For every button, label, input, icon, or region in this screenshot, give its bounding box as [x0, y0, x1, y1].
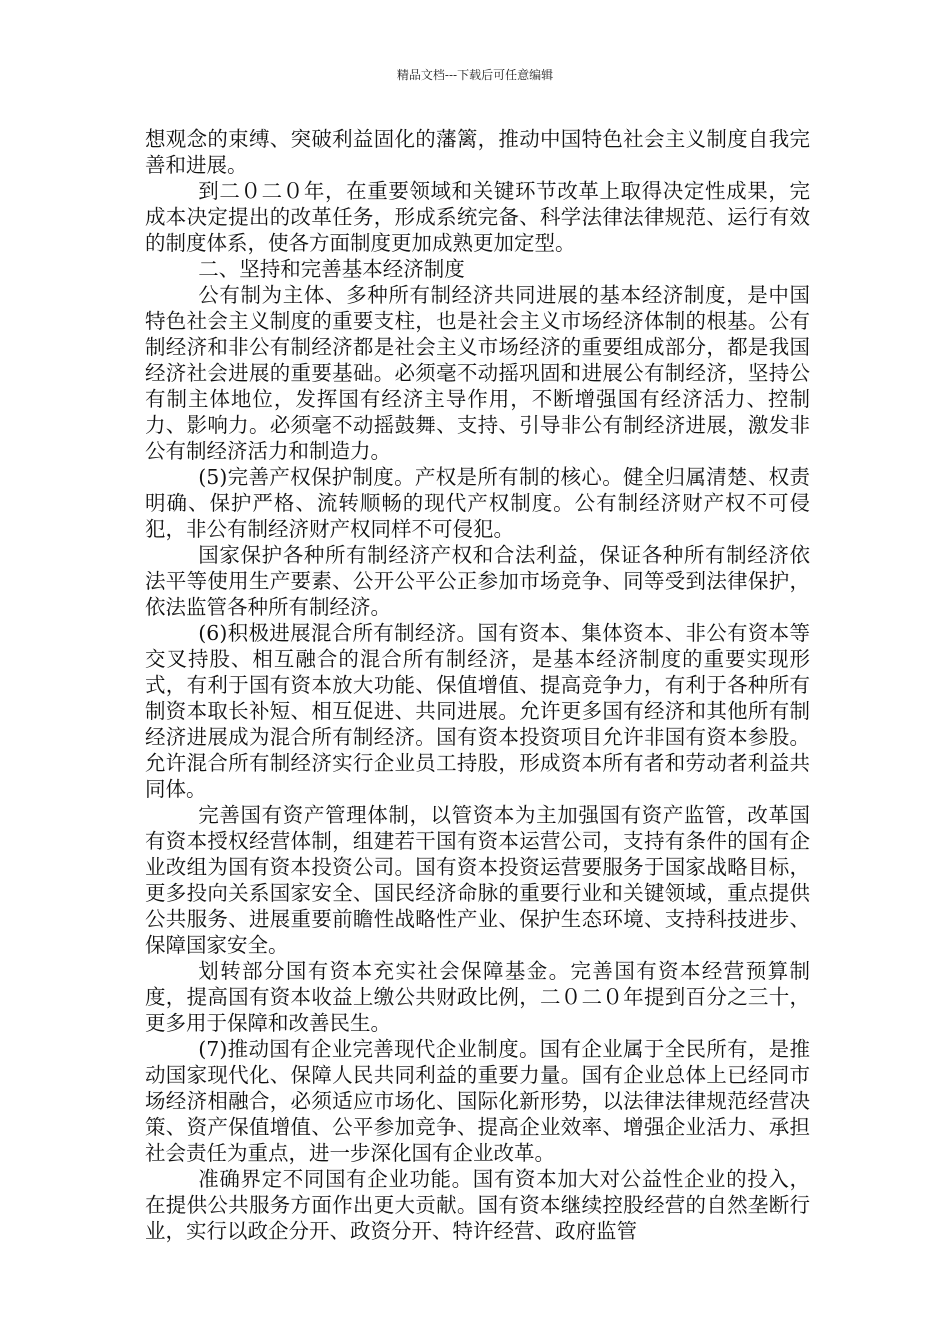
- paragraph: 划转部分国有资本充实社会保障基金。完善国有资本经营预算制度，提高国有资本收益上缴公共财政比例，二０二０年提到百分之三十，更多用于保障和改善民生。: [145, 959, 810, 1035]
- page-header: 精品文档---下载后可任意编辑: [396, 68, 554, 82]
- paragraph: 想观念的束缚、突破利益固化的藩篱，推动中国特色社会主义制度自我完善和进展。: [145, 127, 810, 177]
- paragraph: (5)完善产权保护制度。产权是所有制的核心。健全归属清楚、权责明确、保护严格、流转顺畅的现代产权制度。公有制经济财产权不可侵犯，非公有制经济财产权同样不可侵犯。: [145, 465, 810, 541]
- paragraph: 准确界定不同国有企业功能。国有资本加大对公益性企业的投入，在提供公共服务方面作出更大贡献。国有资本继续控股经营的自然垄断行业，实行以政企分开、政资分开、特许经营、政府监管: [145, 1167, 810, 1243]
- paragraph: 到二０二０年，在重要领域和关键环节改革上取得决定性成果，完成本决定提出的改革任务，形成系统完备、科学法律法律规范、运行有效的制度体系，使各方面制度更加成熟更加定型。: [145, 179, 810, 255]
- paragraph: (7)推动国有企业完善现代企业制度。国有企业属于全民所有，是推动国家现代化、保障人民共同利益的重要力量。国有企业总体上已经同市场经济相融合，必须适应市场化、国际化新形势，以法律法律规范经营决策、资产保值增值、公平参加竞争、提高企业效率、增强企业活力、承担社会责任为重点，进一步深化国有企业改革。: [145, 1037, 810, 1165]
- paragraph: 完善国有资产管理体制，以管资本为主加强国有资产监管，改革国有资本授权经营体制，组建若干国有资本运营公司，支持有条件的国有企业改组为国有资本投资公司。国有资本投资运营要服务于国家战略目标，更多投向关系国家安全、国民经济命脉的重要行业和关键领域，重点提供公共服务、进展重要前瞻性战略性产业、保护生态环境、支持科技进步、保障国家安全。: [145, 803, 810, 957]
- paragraph: (6)积极进展混合所有制经济。国有资本、集体资本、非公有资本等交叉持股、相互融合的混合所有制经济，是基本经济制度的重要实现形式，有利于国有资本放大功能、保值增值、提高竞争力，有利于各种所有制资本取长补短、相互促进、共同进展。允许更多国有经济和其他所有制经济进展成为混合所有制经济。国有资本投资项目允许非国有资本参股。允许混合所有制经济实行企业员工持股，形成资本所有者和劳动者利益共同体。: [145, 621, 810, 801]
- section-heading: 二、坚持和完善基本经济制度: [198, 257, 465, 281]
- document-body: [145, 126, 810, 1244]
- paragraph: 国家保护各种所有制经济产权和合法利益，保证各种所有制经济依法平等使用生产要素、公开公平公正参加市场竞争、同等受到法律保护，依法监管各种所有制经济。: [145, 543, 810, 619]
- paragraph: 公有制为主体、多种所有制经济共同进展的基本经济制度，是中国特色社会主义制度的重要支柱，也是社会主义市场经济体制的根基。公有制经济和非公有制经济都是社会主义市场经济的重要组成部分，都是我国经济社会进展的重要基础。必须毫不动摇巩固和进展公有制经济，坚持公有制主体地位，发挥国有经济主导作用，不断增强国有经济活力、控制力、影响力。必须毫不动摇鼓舞、支持、引导非公有制经济进展，激发非公有制经济活力和制造力。: [145, 283, 810, 463]
